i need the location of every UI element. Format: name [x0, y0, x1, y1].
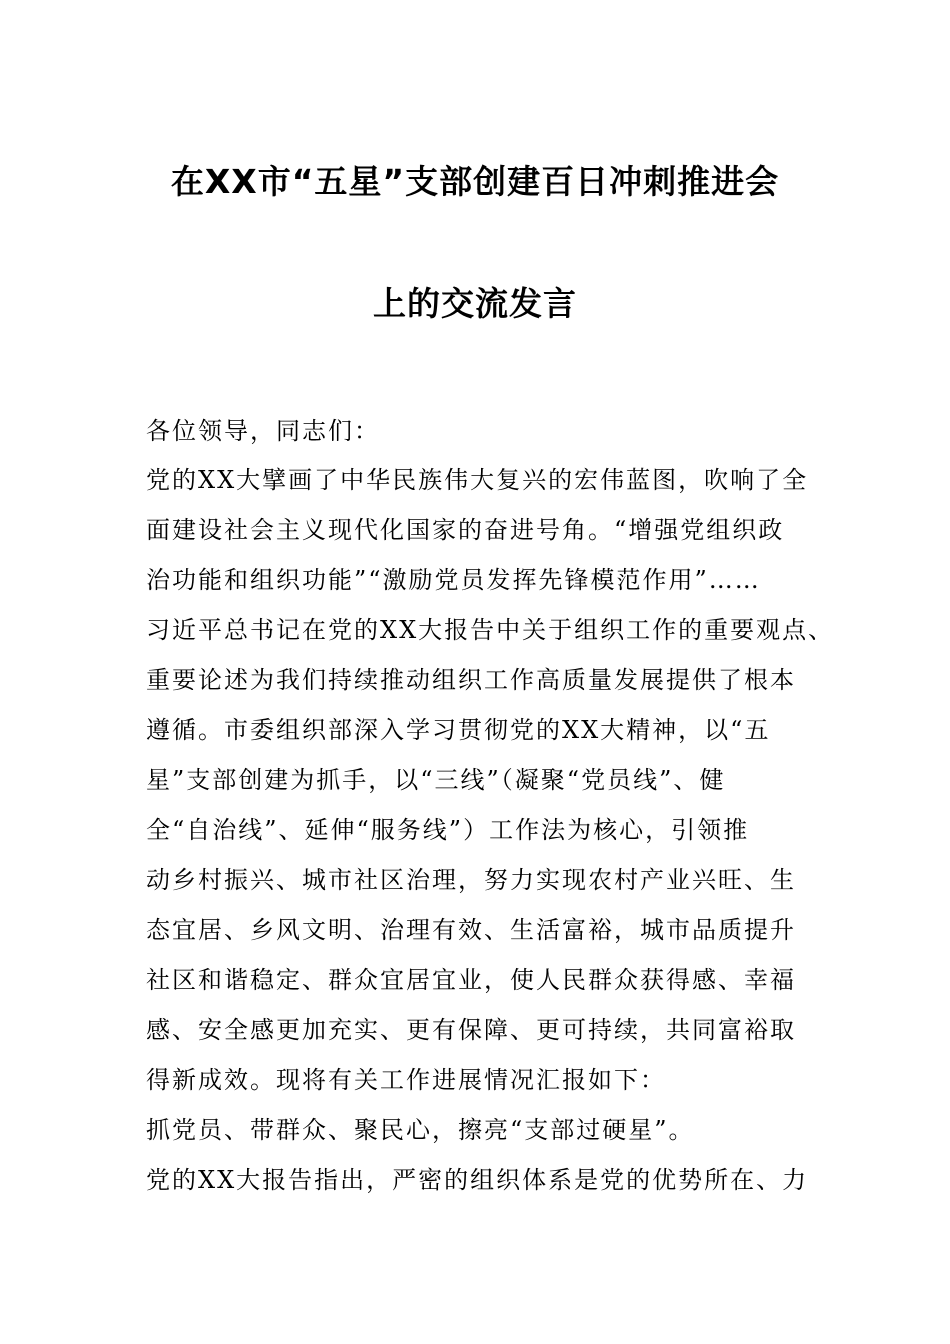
- body-line: 社区和谐稳定、群众宜居宜业，使人民群众获得感、幸福: [146, 966, 796, 994]
- body-line: 得新成效。现将有关工作进展情况汇报如下：: [146, 1066, 666, 1094]
- salutation: 各位领导，同志们：: [146, 417, 380, 445]
- body-line: 星”支部创建为抓手，以“三线”（凝聚“党员线”、健: [146, 766, 726, 794]
- body-line: 面建设社会主义现代化国家的奋进号角。“增强党组织政: [146, 516, 785, 544]
- section-heading: 抓党员、带群众、聚民心，擦亮“支部过硬星”。: [146, 1116, 695, 1144]
- body-line: 重要论述为我们持续推动组织工作高质量发展提供了根本: [146, 666, 796, 694]
- document-title-line-1: 在XX市“五星”支部创建百日冲刺推进会: [170, 162, 780, 201]
- body-line: 动乡村振兴、城市社区治理，努力实现农村产业兴旺、生: [146, 866, 796, 894]
- body-line: 遵循。市委组织部深入学习贯彻党的XX大精神，以“五: [146, 716, 771, 744]
- document-title-line-2: 上的交流发言: [373, 284, 577, 323]
- body-line: 党的XX大报告指出，严密的组织体系是党的优势所在、力: [146, 1166, 809, 1194]
- body-line: 全“自治线”、延伸“服务线”）工作法为核心，引领推: [146, 816, 750, 844]
- body-line: 习近平总书记在党的XX大报告中关于组织工作的重要观点、: [146, 616, 835, 644]
- body-line: 治功能和组织功能”“激励党员发挥先锋模范作用”……: [146, 566, 761, 594]
- body-line: 感、安全感更加充实、更有保障、更可持续，共同富裕取: [146, 1016, 796, 1044]
- body-line: 态宜居、乡风文明、治理有效、生活富裕，城市品质提升: [146, 916, 796, 944]
- body-line: 党的XX大擘画了中华民族伟大复兴的宏伟蓝图，吹响了全: [146, 466, 809, 494]
